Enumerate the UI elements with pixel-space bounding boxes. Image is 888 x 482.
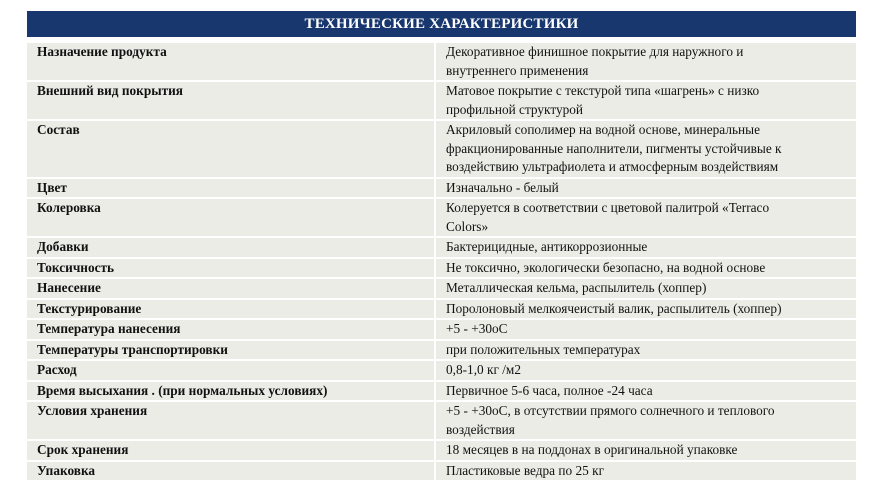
- spec-row: [27, 238, 856, 257]
- spec-value-line: Пластиковые ведра по 25 кг: [446, 462, 605, 478]
- spec-value: [436, 121, 856, 177]
- spec-value: [436, 361, 856, 380]
- spec-table-title: ТЕХНИЧЕСКИЕ ХАРАКТЕРИСТИКИ: [27, 11, 856, 37]
- spec-row: [27, 121, 856, 177]
- spec-value: [436, 82, 856, 119]
- spec-value-line: Изначально - белый: [446, 179, 559, 195]
- spec-row: [27, 279, 856, 298]
- spec-value: [436, 300, 856, 319]
- spec-parameter: Внешний вид покрытия: [27, 82, 436, 119]
- spec-parameter: Условия хранения: [27, 402, 436, 439]
- spec-value-line: +5 - +30оС: [446, 321, 508, 336]
- spec-parameter: Текстурирование: [27, 300, 436, 319]
- spec-parameter: Нанесение: [27, 279, 436, 298]
- spec-value-line: воздействия: [446, 421, 515, 437]
- spec-parameter: Назначение продукта: [27, 43, 436, 80]
- spec-row: [27, 300, 856, 319]
- spec-value-line: Первичное 5-6 часа, полное -24 часа: [446, 382, 653, 398]
- spec-parameter: Расход: [27, 361, 436, 380]
- spec-value: [436, 43, 856, 80]
- spec-value: [436, 320, 856, 339]
- spec-parameter: Температуры транспортировки: [27, 341, 436, 360]
- spec-value-line: 18 месяцев в на поддонах в оригинальной упаковке: [446, 442, 738, 457]
- spec-parameter: Состав: [27, 121, 436, 177]
- spec-value-line: Бактерицидные, антикоррозионные: [446, 239, 648, 254]
- spec-value-line: Colors»: [446, 218, 489, 234]
- spec-row: [27, 199, 856, 236]
- spec-value-line: при положительных температурах: [446, 341, 641, 357]
- spec-table-body: [27, 43, 856, 480]
- spec-value: [436, 279, 856, 298]
- spec-row: [27, 320, 856, 339]
- spec-row: [27, 43, 856, 80]
- spec-row: [27, 361, 856, 380]
- spec-value-line: 0,8-1,0 кг /м2: [446, 362, 521, 377]
- spec-row: [27, 402, 856, 439]
- spec-value: [436, 238, 856, 257]
- spec-value: [436, 441, 856, 460]
- spec-value-line: Не токсично, экологически безопасно, на водной основе: [446, 259, 766, 275]
- spec-value-line: Колеруется в соответствии с цветовой палитрой «Terraco: [446, 200, 770, 215]
- spec-value-line: фракционированные наполнители, пигменты устойчивые к: [446, 140, 782, 156]
- spec-value: [436, 179, 856, 198]
- spec-value: [436, 341, 856, 360]
- spec-value-line: Акриловый сополимер на водной основе, минеральные: [446, 122, 760, 137]
- spec-row: [27, 259, 856, 278]
- spec-value-line: Металлическая кельма, распылитель (хоппер): [446, 280, 707, 295]
- spec-value-line: +5 - +30оС, в отсутствии прямого солнечного и теплового: [446, 403, 775, 418]
- spec-value: [436, 259, 856, 278]
- spec-parameter: Колеровка: [27, 199, 436, 236]
- spec-value-line: Декоративное финишное покрытие для наружного и: [446, 44, 744, 59]
- spec-value-line: воздействию ультрафиолета и атмосферным воздействиям: [446, 159, 779, 174]
- spec-value: [436, 382, 856, 401]
- spec-parameter: Упаковка: [27, 462, 436, 481]
- spec-parameter: Время высыхания . (при нормальных условиях): [27, 382, 436, 401]
- spec-value-line: Поролоновый мелкоячеистый валик, распылитель (хоппер): [446, 300, 782, 316]
- spec-parameter: Добавки: [27, 238, 436, 257]
- spec-row: [27, 382, 856, 401]
- spec-parameter: Температура нанесения: [27, 320, 436, 339]
- spec-row: [27, 179, 856, 198]
- spec-parameter: Цвет: [27, 179, 436, 198]
- spec-value: [436, 199, 856, 236]
- spec-value-line: профильной структурой: [446, 101, 584, 117]
- spec-row: [27, 341, 856, 360]
- spec-sheet: [27, 11, 856, 482]
- spec-value-line: внутреннего применения: [446, 62, 589, 78]
- spec-value: [436, 402, 856, 439]
- spec-parameter: Токсичность: [27, 259, 436, 278]
- spec-row: [27, 441, 856, 460]
- spec-table: [27, 41, 856, 482]
- spec-value-line: Матовое покрытие с текстурой типа «шагрень» с низко: [446, 83, 760, 98]
- spec-parameter: Срок хранения: [27, 441, 436, 460]
- spec-row: [27, 82, 856, 119]
